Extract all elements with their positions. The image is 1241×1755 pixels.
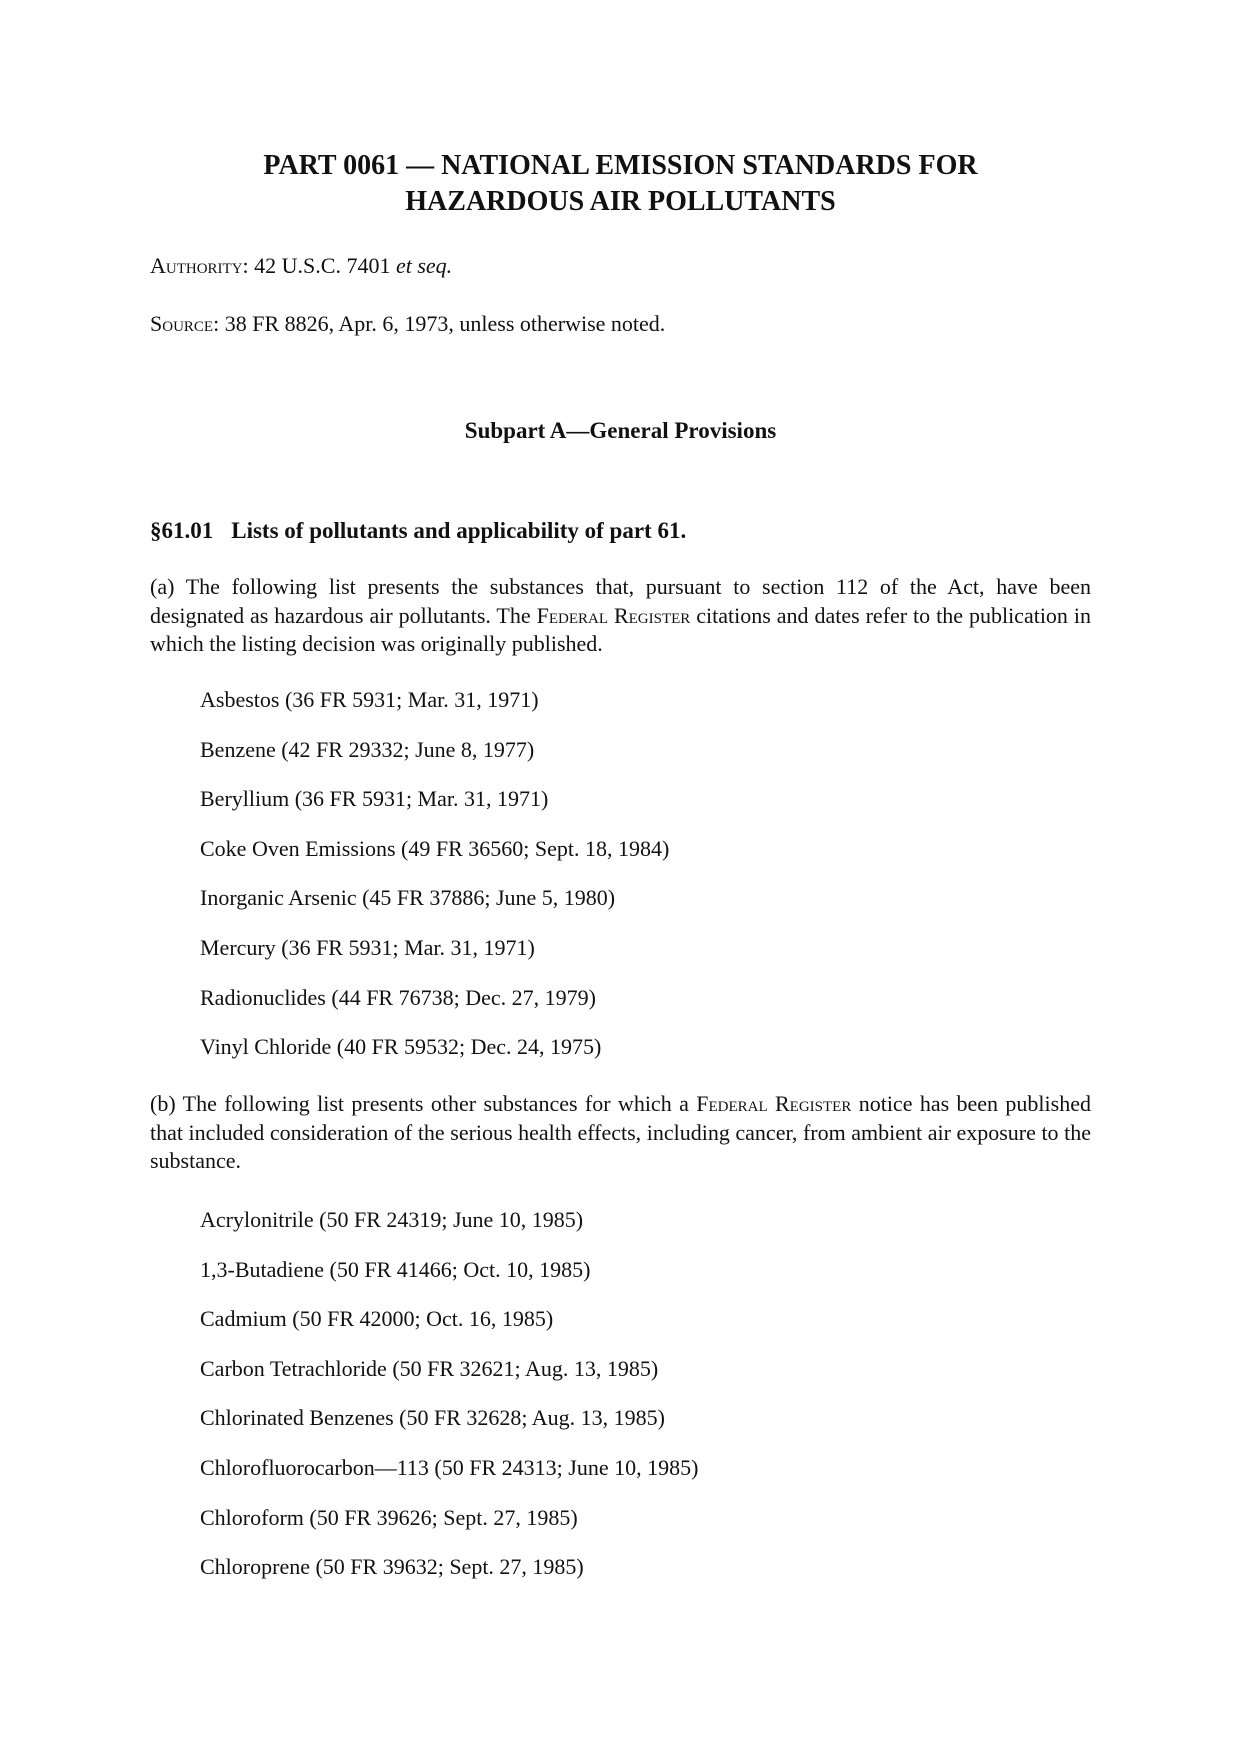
part-title-line-1: PART 0061 — NATIONAL EMISSION STANDARDS FOR bbox=[263, 150, 978, 181]
list-item: Chlorinated Benzenes (50 FR 32628; Aug. 13, 1985) bbox=[200, 1405, 666, 1431]
list-item: Radionuclides (44 FR 76738; Dec. 27, 1979) bbox=[200, 984, 596, 1010]
list-item: Vinyl Chloride (40 FR 59532; Dec. 24, 1975) bbox=[200, 1034, 602, 1060]
pollutant-list-a bbox=[200, 686, 669, 1083]
paragraph-b-text-1: (b) The following list presents other substances for which a bbox=[150, 1091, 689, 1116]
paragraph-b-text-2: notice has been published that included consideration of the serious health effects, including cancer, from ambient air exposure to the substance. bbox=[150, 1091, 1091, 1173]
list-item: Chloroprene (50 FR 39632; Sept. 27, 1985) bbox=[200, 1554, 584, 1580]
part-title bbox=[150, 148, 1091, 220]
paragraph-b-federal-register: Federal Register bbox=[696, 1091, 852, 1116]
section-heading bbox=[150, 516, 686, 546]
list-item: Asbestos (36 FR 5931; Mar. 31, 1971) bbox=[200, 687, 539, 712]
authority-value: 42 U.S.C. 7401 bbox=[254, 253, 391, 278]
pollutant-list-b bbox=[200, 1206, 698, 1603]
list-item: Acrylonitrile (50 FR 24319; June 10, 1985) bbox=[200, 1207, 584, 1232]
paragraph-a-text-1: (a) The following list presents the substances that, pursuant to section 112 of the Act, have been designated as hazardous air pollutants. The bbox=[150, 574, 1091, 628]
list-item: Inorganic Arsenic (45 FR 37886; June 5, 1980) bbox=[200, 885, 616, 911]
list-item: Benzene (42 FR 29332; June 8, 1977) bbox=[200, 736, 535, 762]
section-title: Lists of pollutants and applicability of part 61. bbox=[231, 518, 687, 543]
list-item: Chloroform (50 FR 39626; Sept. 27, 1985) bbox=[200, 1504, 578, 1530]
list-item: Beryllium (36 FR 5931; Mar. 31, 1971) bbox=[200, 786, 549, 812]
paragraph-a-text-2: citations and dates refer to the publication in which the listing decision was originally published. bbox=[150, 602, 1091, 656]
list-item: Carbon Tetrachloride (50 FR 32621; Aug. 13, 1985) bbox=[200, 1355, 659, 1381]
list-item: Mercury (36 FR 5931; Mar. 31, 1971) bbox=[200, 934, 535, 960]
authority-suffix: et seq. bbox=[395, 253, 453, 278]
subpart-heading: Subpart A—General Provisions bbox=[464, 418, 777, 443]
authority-label: Authority bbox=[150, 253, 243, 278]
paragraph-a bbox=[150, 573, 1091, 659]
section-number: §61.01 bbox=[150, 518, 214, 543]
list-item: Cadmium (50 FR 42000; Oct. 16, 1985) bbox=[200, 1306, 554, 1332]
source-value: 38 FR 8826, Apr. 6, 1973, unless otherwise noted. bbox=[224, 311, 666, 336]
source-label: Source bbox=[150, 311, 214, 336]
paragraph-a-federal-register: Federal Register bbox=[536, 602, 691, 628]
source-line: Source: 38 FR 8826, Apr. 6, 1973, unless otherwise noted. bbox=[150, 311, 666, 336]
list-item: 1,3-Butadiene (50 FR 41466; Oct. 10, 1985) bbox=[200, 1256, 591, 1282]
list-item: Chlorofluorocarbon—113 (50 FR 24313; June 10, 1985) bbox=[200, 1454, 699, 1480]
authority-line: Authority: 42 U.S.C. 7401 et seq. bbox=[150, 253, 453, 278]
list-item: Coke Oven Emissions (49 FR 36560; Sept. 18, 1984) bbox=[200, 835, 670, 861]
part-title-line-2: HAZARDOUS AIR POLLUTANTS bbox=[405, 186, 836, 217]
paragraph-b bbox=[150, 1090, 1091, 1176]
